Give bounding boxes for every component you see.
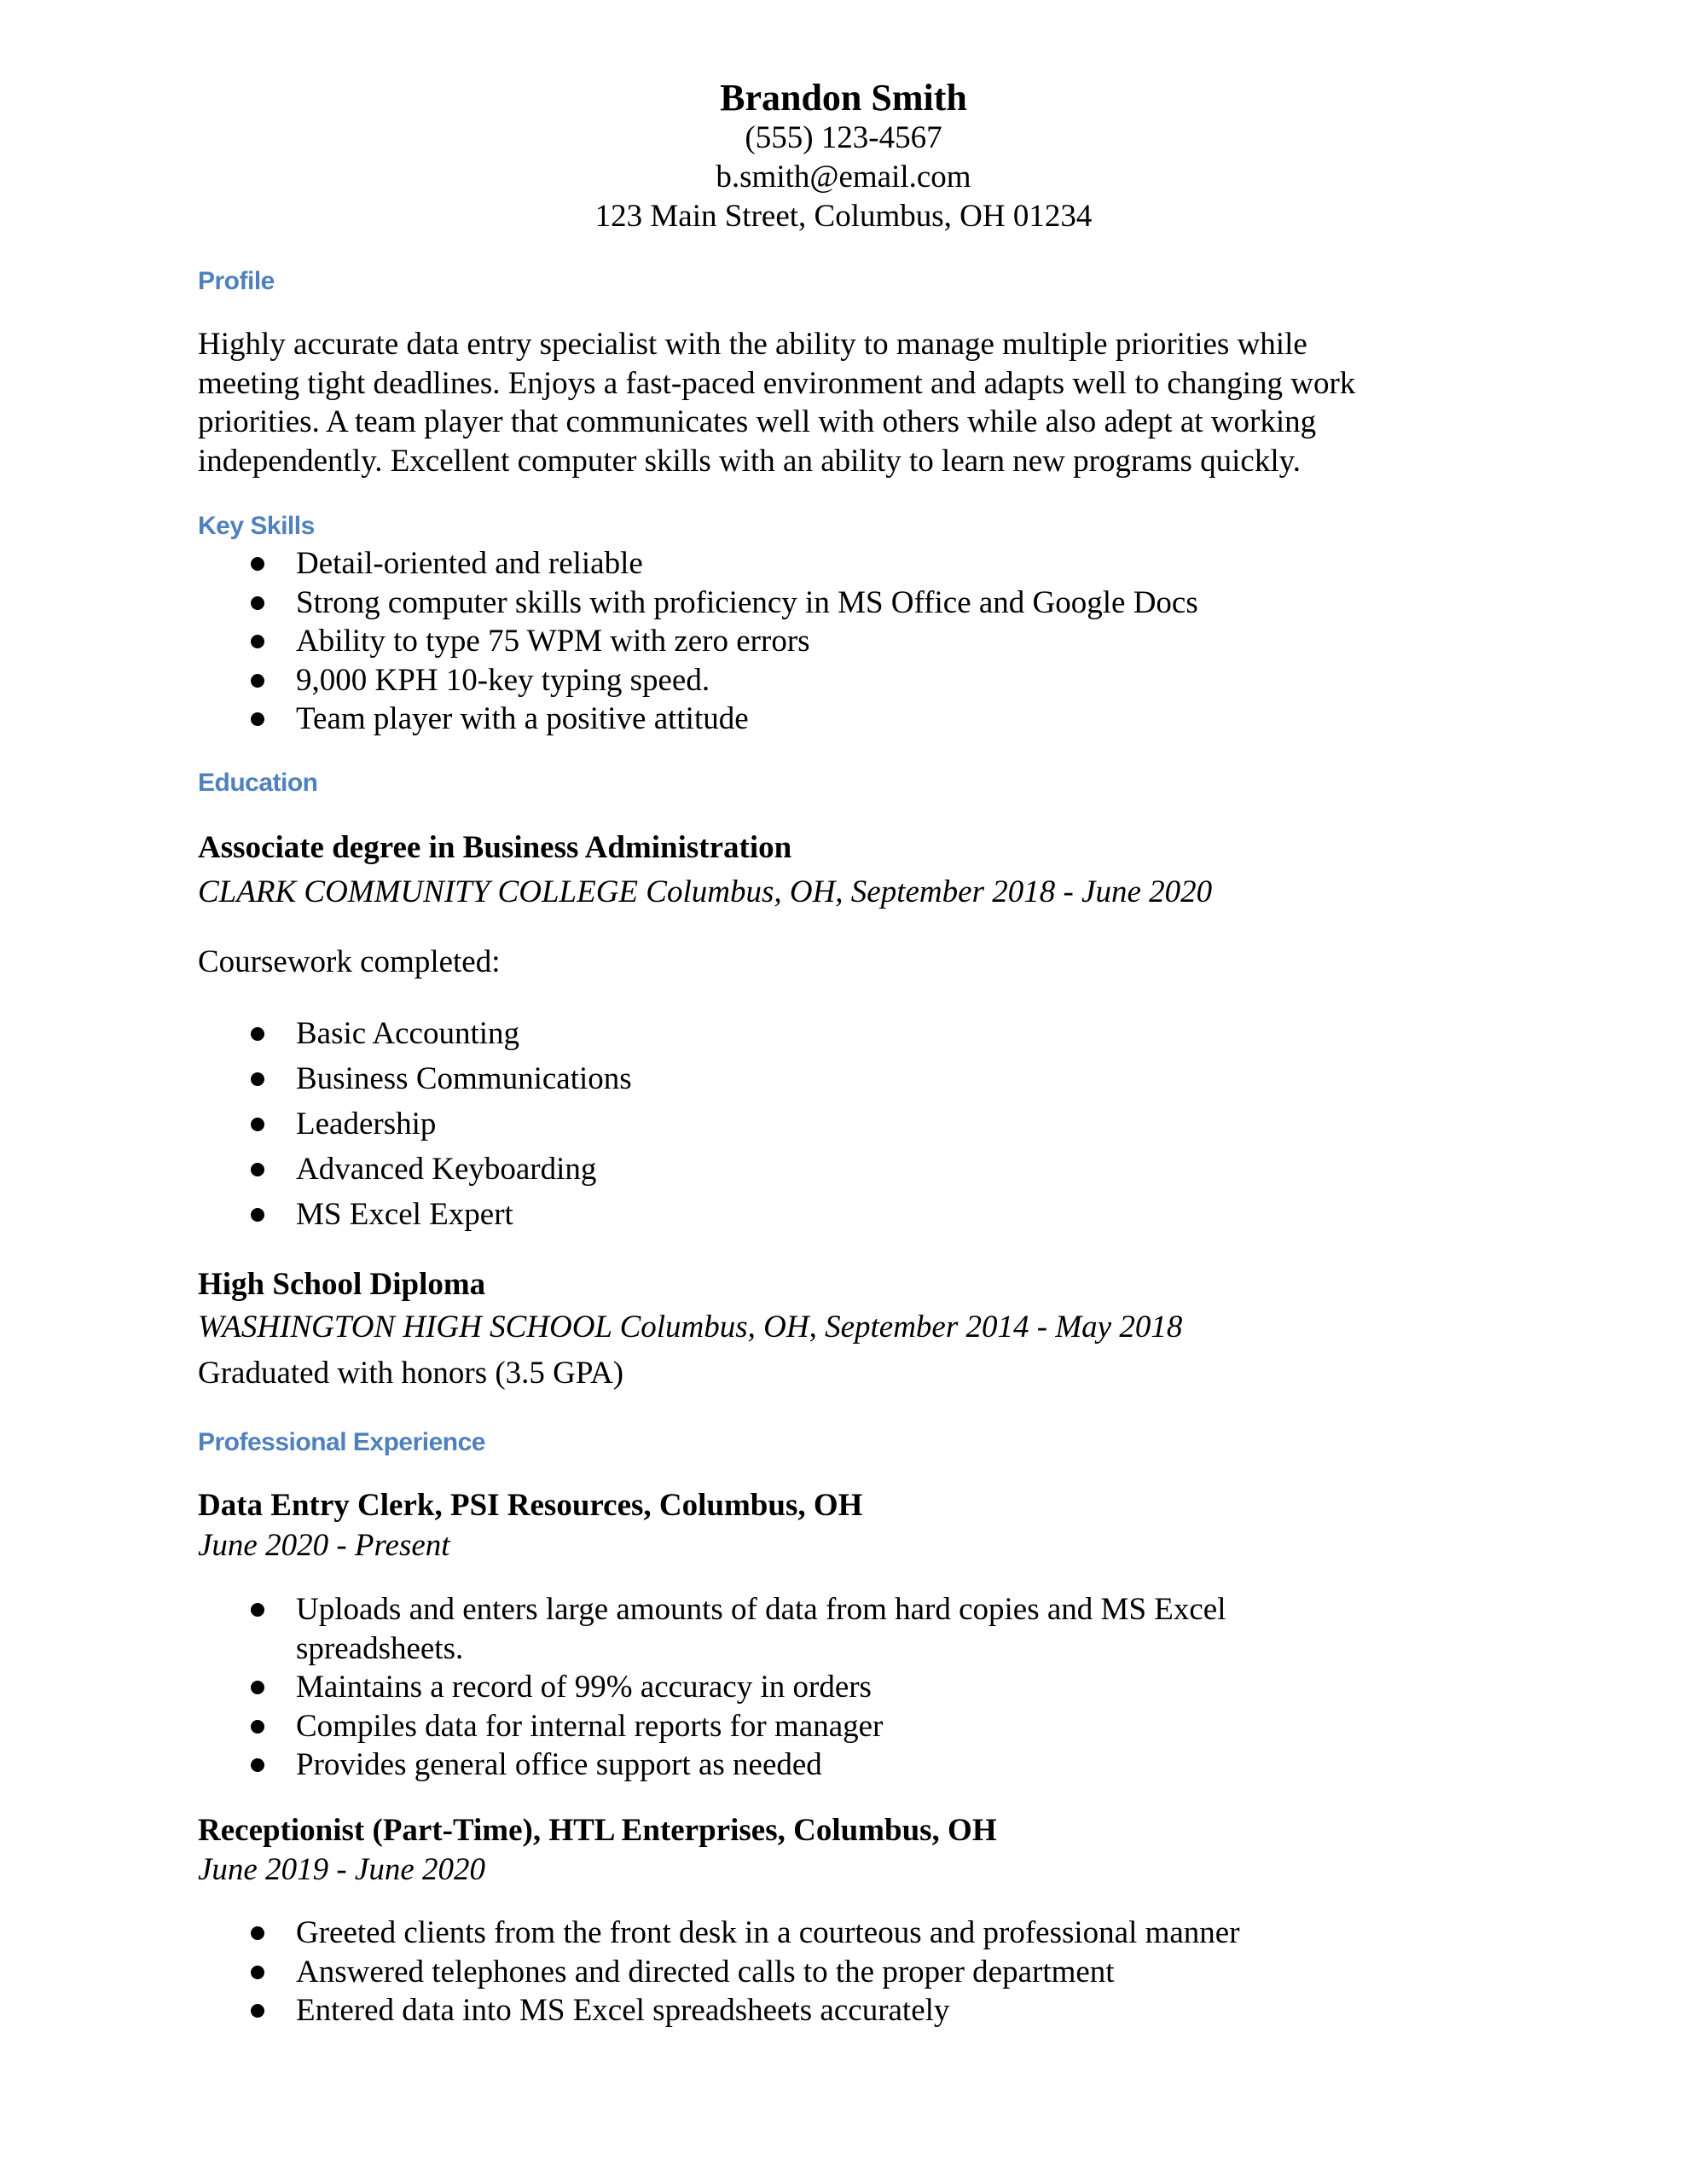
bullet-icon <box>251 596 264 610</box>
list-item: Detail-oriented and reliable <box>198 544 1477 584</box>
section-heading-key-skills: Key Skills <box>198 512 315 540</box>
key-skills-list <box>198 544 1477 739</box>
bullet-icon <box>251 1603 264 1617</box>
list-item: Leadership <box>198 1101 1477 1147</box>
bullet-icon <box>251 1208 264 1222</box>
bullet-icon <box>251 1163 264 1176</box>
email-address: b.smith@email.com <box>716 160 971 195</box>
education-note: Graduated with honors (3.5 GPA) <box>198 1356 624 1391</box>
bullet-icon <box>251 1118 264 1131</box>
profile-line: meeting tight deadlines. Enjoys a fast-paced environment and adapts well to changing work <box>198 365 1356 401</box>
bullet-icon <box>251 1926 264 1940</box>
bullet-icon <box>251 1681 264 1694</box>
profile-line: priorities. A team player that communicates well with others while also adept at working <box>198 404 1317 439</box>
bullet-icon <box>251 712 264 726</box>
bullet-icon <box>251 557 264 571</box>
list-item: Entered data into MS Excel spreadsheets accurately <box>198 1991 1477 2030</box>
profile-line: Highly accurate data entry specialist with the ability to manage multiple priorities while <box>198 327 1307 362</box>
list-item: Business Communications <box>198 1056 1477 1101</box>
list-item: Basic Accounting <box>198 1011 1477 1056</box>
job-duties-list <box>198 1914 1477 2030</box>
school-details: CLARK COMMUNITY COLLEGE Columbus, OH, September 2018 - June 2020 <box>198 874 1213 909</box>
bullet-icon <box>251 674 264 688</box>
list-item: Maintains a record of 99% accuracy in orders <box>198 1668 1332 1707</box>
section-heading-profile: Profile <box>198 267 275 295</box>
list-item: Answered telephones and directed calls to the proper department <box>198 1953 1477 1992</box>
job-title: Data Entry Clerk, PSI Resources, Columbus, OH <box>198 1488 863 1523</box>
bullet-icon <box>251 2004 264 2018</box>
profile-summary <box>198 325 1511 480</box>
section-heading-experience: Professional Experience <box>198 1428 485 1456</box>
coursework-list <box>198 1011 1477 1237</box>
school-details: WASHINGTON HIGH SCHOOL Columbus, OH, September 2014 - May 2018 <box>198 1310 1183 1345</box>
coursework-label: Coursework completed: <box>198 944 501 979</box>
list-item: Greeted clients from the front desk in a courteous and professional manner <box>198 1914 1477 1953</box>
job-title: Receptionist (Part-Time), HTL Enterprises, Columbus, OH <box>198 1813 997 1848</box>
candidate-name: Brandon Smith <box>720 77 967 119</box>
bullet-icon <box>251 1072 264 1086</box>
bullet-icon <box>251 1966 264 1979</box>
job-dates: June 2020 - Present <box>198 1528 450 1563</box>
degree-title: Associate degree in Business Administration <box>198 830 792 865</box>
phone-number: (555) 123-4567 <box>745 120 942 155</box>
list-item: Ability to type 75 WPM with zero errors <box>198 622 1477 661</box>
bullet-icon <box>251 1027 264 1041</box>
street-address: 123 Main Street, Columbus, OH 01234 <box>594 199 1093 234</box>
section-heading-education: Education <box>198 769 318 797</box>
bullet-icon <box>251 1758 264 1772</box>
list-item: Strong computer skills with proficiency in MS Office and Google Docs <box>198 584 1477 623</box>
bullet-icon <box>251 635 264 648</box>
job-dates: June 2019 - June 2020 <box>198 1852 486 1887</box>
job-duties-list <box>198 1590 1332 1785</box>
degree-title: High School Diploma <box>198 1267 486 1302</box>
bullet-icon <box>251 1720 264 1734</box>
list-item: Team player with a positive attitude <box>198 700 1477 739</box>
list-item: MS Excel Expert <box>198 1192 1477 1237</box>
list-item: Compiles data for internal reports for manager <box>198 1707 1332 1746</box>
profile-line: independently. Excellent computer skills with an ability to learn new programs quickly. <box>198 443 1301 479</box>
list-item: 9,000 KPH 10-key typing speed. <box>198 661 1477 700</box>
list-item: Uploads and enters large amounts of data from hard copies and MS Excel spreadsheets. <box>198 1590 1332 1668</box>
list-item: Provides general office support as needed <box>198 1745 1332 1785</box>
list-item: Advanced Keyboarding <box>198 1147 1477 1192</box>
